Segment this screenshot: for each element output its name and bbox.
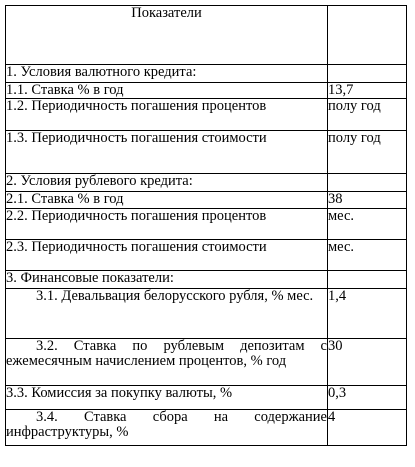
indicator-label: 1.1. Ставка % в год xyxy=(6,83,328,99)
indicator-label: 2.1. Ставка % в год xyxy=(6,192,328,209)
indicator-value: 13,7 xyxy=(328,83,407,99)
table-row xyxy=(6,410,407,446)
table-row xyxy=(6,192,407,209)
table-header-row xyxy=(6,6,407,65)
indicator-value xyxy=(328,271,407,289)
indicators-table-body xyxy=(6,6,407,446)
indicator-value: мес. xyxy=(328,209,407,240)
section-row xyxy=(6,65,407,83)
indicator-label: 3.3. Комиссия за покупку валюты, % xyxy=(6,386,328,410)
header-value-cell xyxy=(328,6,407,65)
indicator-value: полу год xyxy=(328,131,407,174)
indicator-value: 4 xyxy=(328,410,407,446)
indicator-value: полу год xyxy=(328,99,407,131)
indicator-value: 38 xyxy=(328,192,407,209)
indicator-value xyxy=(328,65,407,83)
table-row xyxy=(6,99,407,131)
table-row xyxy=(6,386,407,410)
indicator-value: 1,4 xyxy=(328,289,407,339)
indicator-label: 3.2. Ставка по рублевым депозитам с ежемесячным начислением процентов, % год xyxy=(6,339,328,386)
table-row xyxy=(6,131,407,174)
indicator-label: 1.3. Периодичность погашения стоимости xyxy=(6,131,328,174)
table-row xyxy=(6,339,407,386)
header-indicators-cell: Показатели xyxy=(6,6,328,65)
indicator-label: 2.3. Периодичность погашения стоимости xyxy=(6,240,328,271)
indicator-label: 2.2. Периодичность погашения процентов xyxy=(6,209,328,240)
indicators-table xyxy=(5,5,407,446)
table-row xyxy=(6,83,407,99)
indicator-value xyxy=(328,174,407,192)
indicator-label: 3.4. Ставка сбора на содержание инфраструктуры, % xyxy=(6,410,328,446)
section-title: 3. Финансовые показатели: xyxy=(6,271,328,289)
indicator-label: 3.1. Девальвация белорусского рубля, % мес. xyxy=(6,289,328,339)
section-row xyxy=(6,271,407,289)
section-title: 1. Условия валютного кредита: xyxy=(6,65,328,83)
indicator-value: 0,3 xyxy=(328,386,407,410)
section-title: 2. Условия рублевого кредита: xyxy=(6,174,328,192)
table-row xyxy=(6,240,407,271)
indicator-value: мес. xyxy=(328,240,407,271)
section-row xyxy=(6,174,407,192)
table-row xyxy=(6,209,407,240)
table-row xyxy=(6,289,407,339)
indicator-label: 1.2. Периодичность погашения процентов xyxy=(6,99,328,131)
indicator-value: 30 xyxy=(328,339,407,386)
